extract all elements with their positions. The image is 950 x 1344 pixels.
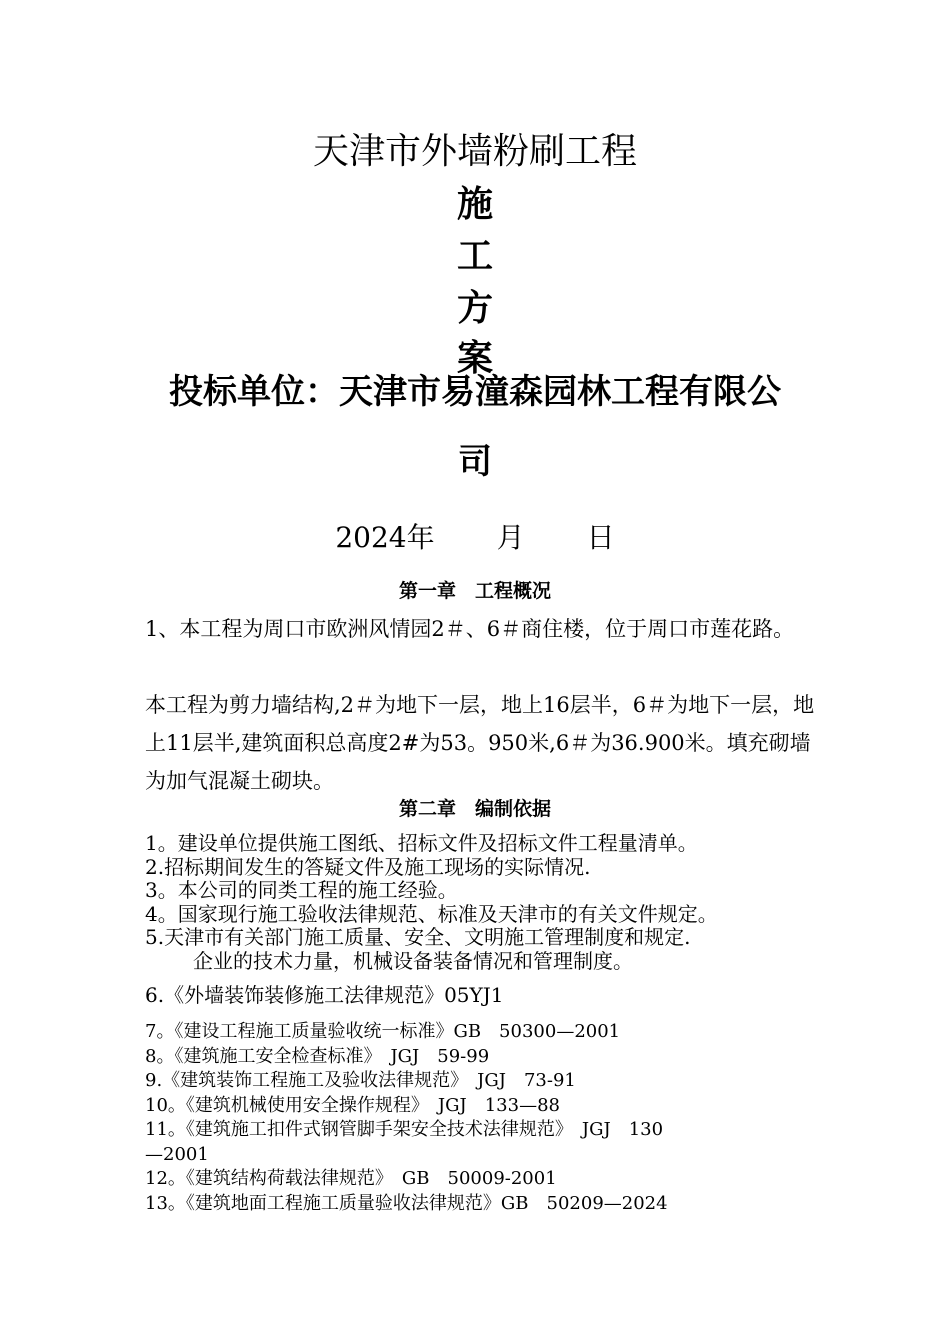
- list-item: 10。《建筑机械使用安全操作规程》 JGJ 133—88: [145, 1094, 560, 1116]
- chapter-2-heading: 第二章 编制依据: [398, 798, 551, 820]
- title-char-3: 方: [456, 288, 493, 329]
- list-item-6: 6.《外墙装饰装修施工法律规范》05YJ1: [145, 983, 504, 1007]
- list-item: 企业的技术力量，机械设备装备情况和管理制度。: [193, 948, 633, 973]
- chapter-1-heading: 第一章 工程概况: [398, 580, 551, 602]
- list-item: 11。《建筑施工扣件式钢管脚手架安全技术法律规范》 JGJ 130: [145, 1119, 664, 1140]
- title-char-2: 工: [456, 236, 493, 277]
- date-year: 2024年: [335, 521, 435, 554]
- list-item: 1。建设单位提供施工图纸、招标文件及招标文件工程量清单。: [145, 831, 698, 855]
- list-item: 5.天津市有关部门施工质量、安全、文明施工管理制度和规定.: [145, 925, 691, 949]
- chapter-1-paragraph-2: 本工程为剪力墙结构,2＃为地下一层，地上16层半，6＃为地下一层，地上11层半,建筑面积总高度2#为53。950米,6＃为36.900米。填充砌墙为加气混凝土砌块。: [145, 693, 815, 793]
- bidder-line-2: 司: [458, 442, 492, 482]
- bidder-line-1: 投标单位：天津市易潼森园林工程有限公: [169, 372, 781, 412]
- list-item: 7。《建设工程施工质量验收统一标准》GB 50300—2001: [145, 1021, 621, 1042]
- list-item: 12。《建筑结构荷载法律规范》 GB 50009-2001: [145, 1168, 557, 1189]
- date-line: [0, 518, 950, 558]
- list-item: 2.招标期间发生的答疑文件及施工现场的实际情况.: [145, 854, 591, 879]
- chapter-1-paragraph-1: 1、本工程为周口市欧洲风情园2＃、6＃商住楼，位于周口市莲花路。: [145, 617, 795, 641]
- standards-list: [145, 1020, 825, 1216]
- title-char-1: 施: [456, 184, 493, 225]
- basis-list: [145, 832, 825, 973]
- date-day: 日: [586, 521, 615, 554]
- list-item: 13。《建筑地面工程施工质量验收法律规范》GB 50209—2024: [145, 1192, 668, 1214]
- list-item: 3。本公司的同类工程的施工经验。: [145, 878, 458, 902]
- list-item: 9.《建筑装饰工程施工及验收法律规范》 JGJ 73-91: [145, 1070, 576, 1091]
- list-item: —2001: [145, 1143, 209, 1165]
- date-month: 月: [496, 521, 525, 554]
- title-char-4: 案: [456, 338, 493, 379]
- list-item: 4。国家现行施工验收法律规范、标准及天津市的有关文件规定。: [145, 901, 718, 926]
- list-item: 8。《建筑施工安全检查标准》 JGJ 59-99: [145, 1045, 490, 1067]
- document-title: 天津市外墙粉刷工程: [312, 131, 637, 172]
